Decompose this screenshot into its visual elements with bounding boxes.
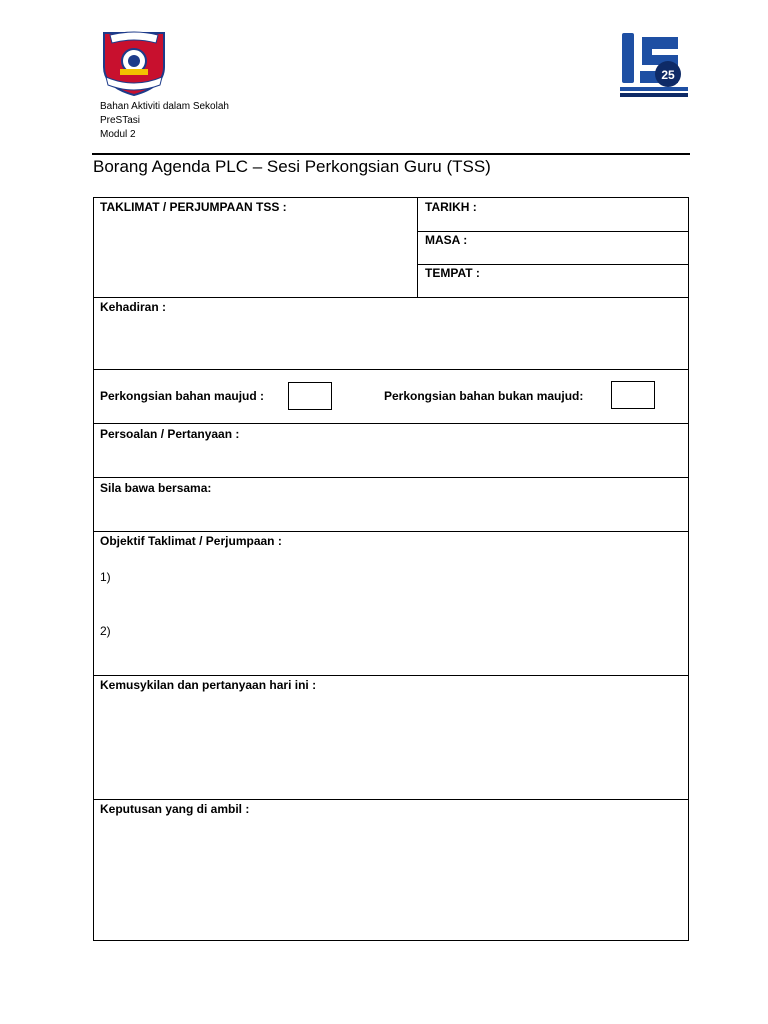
row-divider — [417, 231, 688, 232]
taklimat-label: TAKLIMAT / PERJUMPAAN TSS : — [100, 200, 287, 214]
bahan-maujud-label: Perkongsian bahan maujud : — [100, 389, 265, 403]
objektif-item-1: 1) — [100, 570, 111, 584]
tarikh-label: TARIKH : — [425, 200, 477, 214]
agenda-form — [93, 197, 689, 941]
sila-bawa-label: Sila bawa bersama: — [100, 481, 212, 495]
bahan-maujud-checkbox[interactable] — [288, 382, 332, 410]
bahan-bukan-maujud-checkbox[interactable] — [611, 381, 655, 409]
keputusan-label: Keputusan yang di ambil : — [100, 802, 250, 816]
tempat-label: TEMPAT : — [425, 266, 480, 280]
meta-line-2: PreSTasi — [100, 115, 141, 126]
row-divider — [94, 477, 688, 478]
objektif-item-2: 2) — [100, 624, 111, 638]
kehadiran-label: Kehadiran : — [100, 300, 167, 314]
anniversary-25-logo — [618, 27, 690, 99]
document-meta — [100, 100, 229, 142]
row-divider — [94, 297, 688, 298]
row-divider — [94, 369, 688, 370]
bahan-bukan-maujud-label: Perkongsian bahan bukan maujud: — [384, 389, 584, 403]
kemusykilan-label: Kemusykilan dan pertanyaan hari ini : — [100, 678, 317, 692]
meta-line-1: Bahan Aktiviti dalam Sekolah — [100, 101, 229, 112]
masa-label: MASA : — [425, 233, 468, 247]
page-title: Borang Agenda PLC – Sesi Perkongsian Guru (TSS) — [93, 157, 491, 176]
row-divider — [94, 675, 688, 676]
persoalan-label: Persoalan / Pertanyaan : — [100, 427, 240, 441]
objektif-label: Objektif Taklimat / Perjumpaan : — [100, 534, 282, 548]
row-divider — [94, 531, 688, 532]
row-divider — [417, 264, 688, 265]
row-divider — [94, 423, 688, 424]
column-divider — [417, 198, 418, 297]
meta-line-3: Modul 2 — [100, 129, 136, 140]
svg-text:25: 25 — [661, 68, 675, 82]
row-divider — [94, 799, 688, 800]
title-divider — [92, 153, 690, 155]
school-crest-logo — [98, 27, 170, 97]
